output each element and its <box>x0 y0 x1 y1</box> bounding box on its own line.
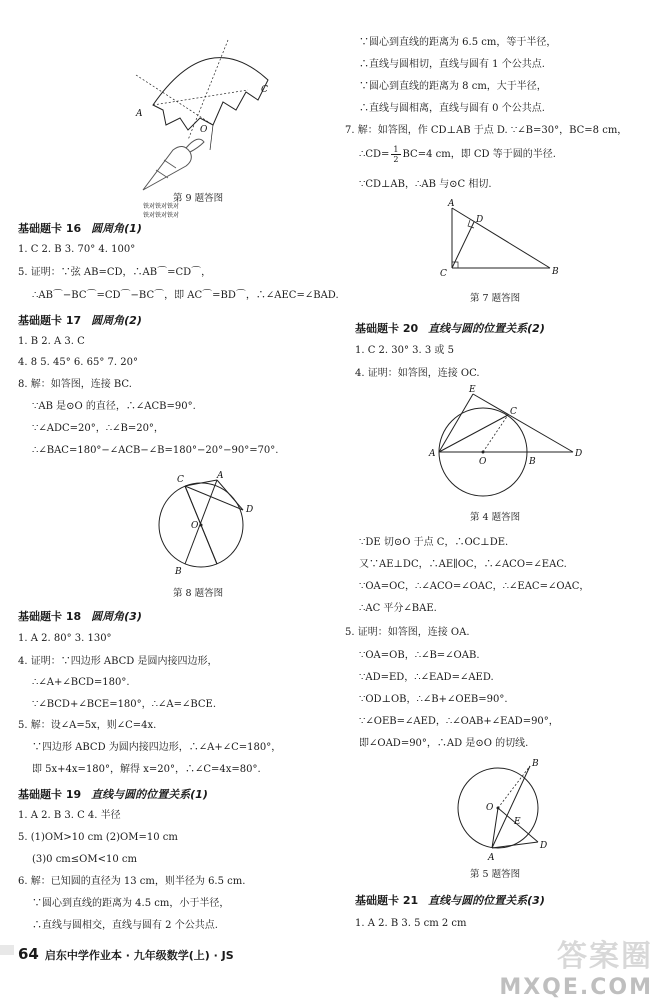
fraction-denominator: 2 <box>393 155 399 164</box>
fig4-label-c: C <box>510 407 517 417</box>
section-19-header <box>18 786 208 802</box>
left-line-15: ∵四边形 ABCD 为圆内接四边形，∴∠A+∠C=180°， <box>32 742 282 753</box>
watermark-logo-text: 答案圈 <box>557 939 653 974</box>
fig8-label-a: A <box>217 471 224 481</box>
right-line-7: ∵CD⊥AB，∴AB 与⊙C 相切. <box>359 179 492 190</box>
fig9-stamp-line1: 铁对铁对铁对 <box>143 203 180 210</box>
fig4-label-a: A <box>429 449 436 459</box>
right-line-3: ∵圆心到直线的距离为 8 cm，大于半径， <box>359 81 547 92</box>
fig4-tangent-figure <box>429 385 583 500</box>
right-line-18: ∵∠OEB=∠AED，∴∠OAB+∠EAD=90°， <box>359 716 559 727</box>
fig4-label-e: E <box>469 385 476 395</box>
fig9-stamp-line2: 铁对铁对铁对 <box>143 212 180 219</box>
fig4-label-b: B <box>529 457 536 467</box>
left-line-18: 5. (1)OM>10 cm (2)OM=10 cm <box>18 832 178 843</box>
fig7-triangle-figure <box>440 199 580 282</box>
section-20-topic: 直线与圆的位置关系(2) <box>428 322 545 335</box>
fig5-label-o: O <box>486 803 494 813</box>
right-line-17: ∵OD⊥OB，∴∠B+∠OEB=90°. <box>359 694 508 705</box>
section-17-header <box>18 312 142 328</box>
right-line-6-suffix: BC=4 cm，即 CD 等于圆的半径. <box>402 149 556 160</box>
fig9-caption: 第 9 题答图 <box>173 193 224 204</box>
left-line-17: 1. A 2. B 3. C 4. 半径 <box>18 810 121 821</box>
left-line-6: 8. 解：如答图，连接 BC. <box>18 379 132 390</box>
right-line-12: ∵OA=OC，∴∠ACO=∠OAC，∴∠EAC=∠OAC， <box>359 581 590 592</box>
section-19-topic: 直线与圆的位置关系(1) <box>91 788 208 801</box>
watermark <box>499 931 653 1000</box>
left-line-4: 1. B 2. A 3. C <box>18 336 85 347</box>
section-21-title: 基础题卡 21 <box>355 894 419 907</box>
section-21-topic: 直线与圆的位置关系(3) <box>428 894 545 907</box>
right-line-1: ∵圆心到直线的距离为 6.5 cm，等于半径， <box>359 37 557 48</box>
fig8-label-b: B <box>175 567 182 577</box>
right-line-9: 4. 证明：如答图，连接 OC. <box>355 368 480 379</box>
right-line-19: 即∠OAD=90°，∴AD 是⊙O 的切线. <box>359 738 529 749</box>
fig4-label-d: D <box>575 449 583 459</box>
fig5-label-d: D <box>540 841 548 851</box>
right-line-16: ∵AD=ED，∴∠EAD=∠AED. <box>359 672 494 683</box>
right-line-4: ∴直线与圆相离，直线与圆有 0 个公共点. <box>359 103 545 114</box>
right-line-15: ∵OA=OB，∴∠B=∠OAB. <box>359 650 480 661</box>
fig8-label-d: D <box>246 505 254 515</box>
fig8-label-c: C <box>177 475 184 485</box>
right-line-8: 1. C 2. 30° 3. 3 或 5 <box>355 345 454 356</box>
right-line-5: 7. 解：如答图，作 CD⊥AB 于点 D. ∵∠B=30°，BC=8 cm， <box>345 125 628 136</box>
fraction-half <box>391 145 400 164</box>
left-line-20: 6. 解：已知圆的直径为 13 cm，则半径为 6.5 cm. <box>18 876 246 887</box>
left-line-8: ∵∠ADC=20°，∴∠B=20°， <box>32 423 164 434</box>
fig8-caption: 第 8 题答图 <box>173 588 224 599</box>
fig7-label-a: A <box>448 199 455 209</box>
section-18-title: 基础题卡 18 <box>18 610 82 623</box>
left-line-3: ∴AB⌒−BC⌒=CD⌒−BC⌒，即 AC⌒=BD⌒，∴∠AEC=∠BAD. <box>32 290 339 301</box>
section-18-header <box>18 608 142 624</box>
right-line-11: 又∵AE⊥DC，∴AE∥OC，∴∠ACO=∠EAC. <box>359 559 567 570</box>
section-18-topic: 圆周角(3) <box>91 610 142 623</box>
right-line-10: ∵DE 切⊙O 于点 C，∴OC⊥DE. <box>359 537 509 548</box>
left-line-12: ∴∠A+∠BCD=180°. <box>32 677 130 688</box>
fig8-label-o: O <box>191 521 199 531</box>
fig5-circle-figure <box>450 759 570 863</box>
section-20-title: 基础题卡 20 <box>355 322 419 335</box>
fig4-caption: 第 4 题答图 <box>470 512 521 523</box>
left-line-5: 4. 8 5. 45° 6. 65° 7. 20° <box>18 357 138 368</box>
carrot-stamp <box>143 139 204 190</box>
left-line-14: 5. 解：设∠A=5x，则∠C=4x. <box>18 720 157 731</box>
fig5-label-e: E <box>514 817 521 827</box>
corner-band <box>0 945 14 955</box>
fig9-label-c: C <box>261 85 268 95</box>
fig5-label-a: A <box>488 853 495 863</box>
right-line-20: 1. A 2. B 3. 5 cm 2 cm <box>355 918 467 929</box>
right-line-6 <box>359 145 556 165</box>
right-line-2: ∴直线与圆相切，直线与圆有 1 个公共点. <box>359 59 545 70</box>
left-line-13: ∵∠BCD+∠BCE=180°，∴∠A=∠BCE. <box>32 699 217 710</box>
left-line-2: 5. 证明：∵弦 AB=CD，∴AB⌒=CD⌒， <box>18 267 212 278</box>
section-16-topic: 圆周角(1) <box>91 222 142 235</box>
section-16-header <box>18 220 142 236</box>
page-footer <box>18 945 234 963</box>
section-20-header <box>355 320 545 336</box>
fig7-label-d: D <box>476 215 484 225</box>
fig4-label-o: O <box>479 457 487 467</box>
page-number: 64 <box>18 945 39 963</box>
fig5-label-b: B <box>532 759 539 769</box>
fig7-label-b: B <box>552 267 559 277</box>
section-16-title: 基础题卡 16 <box>18 222 82 235</box>
left-line-19: (3)0 cm≤OM<10 cm <box>32 854 137 865</box>
fig8-circle-figure <box>153 470 273 580</box>
fig7-label-c: C <box>440 269 447 279</box>
fig5-caption: 第 5 题答图 <box>470 869 521 880</box>
fig7-caption: 第 7 题答图 <box>470 293 521 304</box>
left-line-21: ∵圆心到直线的距离为 4.5 cm，小于半径， <box>32 898 230 909</box>
left-line-16: 即 5x+4x=180°，解得 x=20°，∴∠C=4x=80°. <box>32 764 261 775</box>
fig9-label-a: A <box>136 109 143 119</box>
right-line-14: 5. 证明：如答图，连接 OA. <box>345 627 470 638</box>
left-line-22: ∴直线与圆相交，直线与圆有 2 个公共点. <box>32 920 218 931</box>
book-title: 启东中学作业本 · 九年级数学(上) · JS <box>44 949 234 962</box>
section-17-title: 基础题卡 17 <box>18 314 82 327</box>
right-line-13: ∴AC 平分∠BAE. <box>359 603 437 614</box>
section-21-header <box>355 892 545 908</box>
left-line-1: 1. C 2. B 3. 70° 4. 100° <box>18 244 136 255</box>
section-19-title: 基础题卡 19 <box>18 788 82 801</box>
left-line-9: ∴∠BAC=180°−∠ACB−∠B=180°−20°−90°=70°. <box>32 445 279 456</box>
fraction-numerator: 1 <box>393 145 399 154</box>
fig9-label-o: O <box>200 125 208 135</box>
right-line-6-prefix: ∴CD= <box>359 149 390 160</box>
left-line-11: 4. 证明：∵四边形 ABCD 是圆内接四边形， <box>18 656 218 667</box>
left-line-7: ∵AB 是⊙O 的直径，∴∠ACB=90°. <box>32 401 196 412</box>
watermark-url: MXQE.COM <box>499 975 653 1000</box>
section-17-topic: 圆周角(2) <box>91 314 142 327</box>
left-line-10: 1. A 2. 80° 3. 130° <box>18 633 112 644</box>
